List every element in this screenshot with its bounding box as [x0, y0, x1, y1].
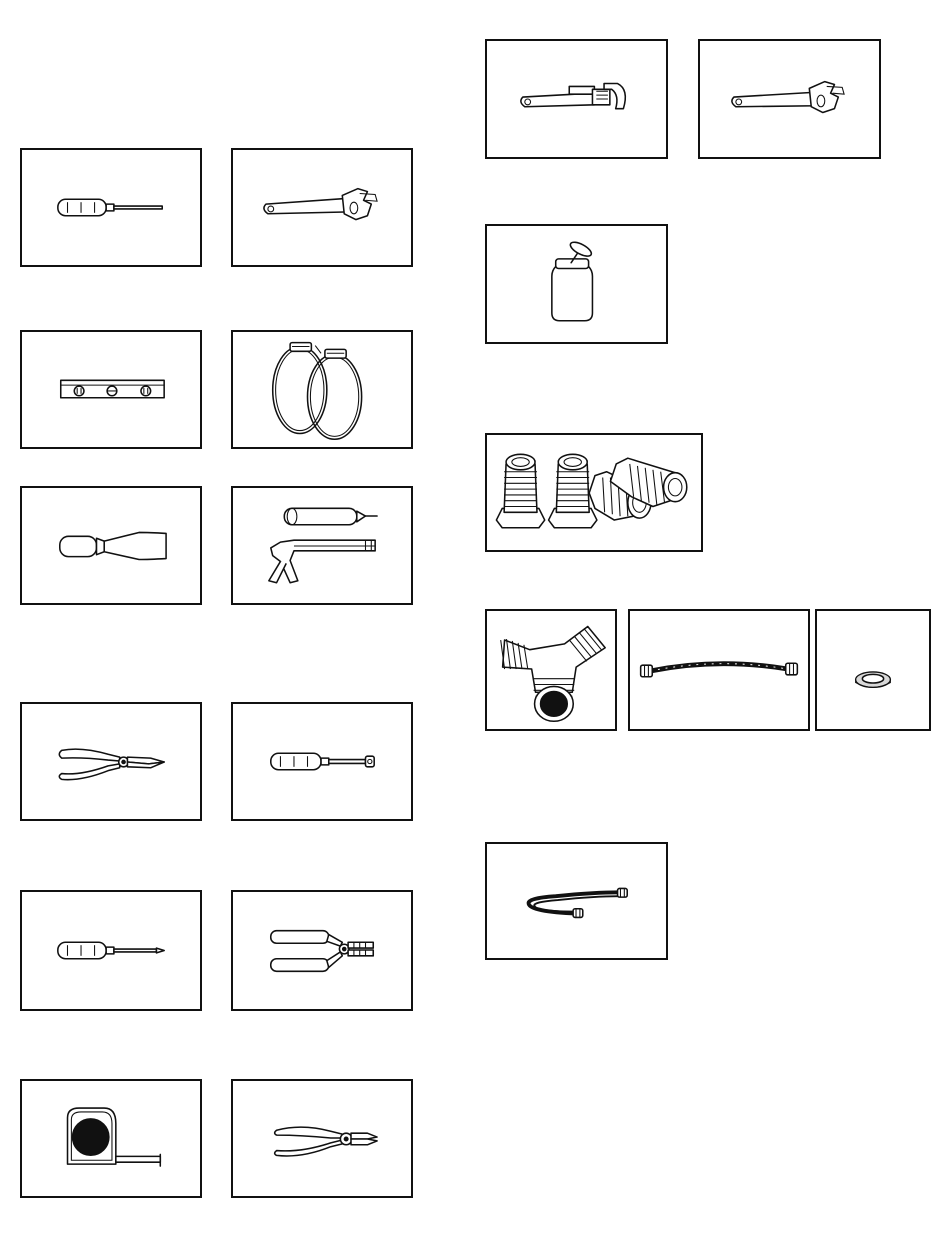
panel-rubber-washer	[815, 609, 931, 731]
panel-nut-driver	[231, 702, 413, 821]
short-hose-icon	[630, 611, 808, 729]
pipe-joint-compound-icon	[487, 226, 666, 342]
y-connector-icon	[487, 611, 615, 729]
panel-flat-blade-screwdriver	[20, 148, 202, 267]
panel-pliers	[231, 1079, 413, 1198]
phillips-screwdriver-icon	[22, 892, 200, 1009]
long-hose-icon	[487, 844, 666, 958]
panel-pipe-joint-compound	[485, 224, 668, 344]
adjustable-wrench-icon	[233, 150, 411, 265]
panel-level	[20, 330, 202, 449]
tin-snips-icon	[22, 704, 200, 819]
panel-short-hose	[628, 609, 810, 731]
tape-measure-icon	[22, 1081, 200, 1196]
panel-long-hose	[485, 842, 668, 960]
panel-adjustable-wrench	[231, 148, 413, 267]
putty-knife-icon	[22, 488, 200, 603]
panel-putty-knife	[20, 486, 202, 605]
panel-phillips-screwdriver	[20, 890, 202, 1011]
adjustable-wrench-icon	[700, 41, 879, 157]
panel-drain-adapters	[485, 433, 703, 552]
hose-clamps-icon	[233, 332, 411, 447]
panel-wire-stripper	[231, 890, 413, 1011]
drain-adapters-icon	[487, 435, 701, 550]
pliers-icon	[233, 1081, 411, 1196]
panel-hose-clamps	[231, 330, 413, 449]
pipe-wrench-icon	[487, 41, 666, 157]
panel-adjustable-wrench-2	[698, 39, 881, 159]
level-icon	[22, 332, 200, 447]
panel-tin-snips	[20, 702, 202, 821]
nut-driver-icon	[233, 704, 411, 819]
caulking-gun-icon	[233, 488, 411, 603]
panel-tape-measure	[20, 1079, 202, 1198]
panel-caulking-gun	[231, 486, 413, 605]
panel-y-connector	[485, 609, 617, 731]
rubber-washer-icon	[817, 611, 929, 729]
flat-blade-screwdriver-icon	[22, 150, 200, 265]
wire-stripper-icon	[233, 892, 411, 1009]
panel-pipe-wrench	[485, 39, 668, 159]
